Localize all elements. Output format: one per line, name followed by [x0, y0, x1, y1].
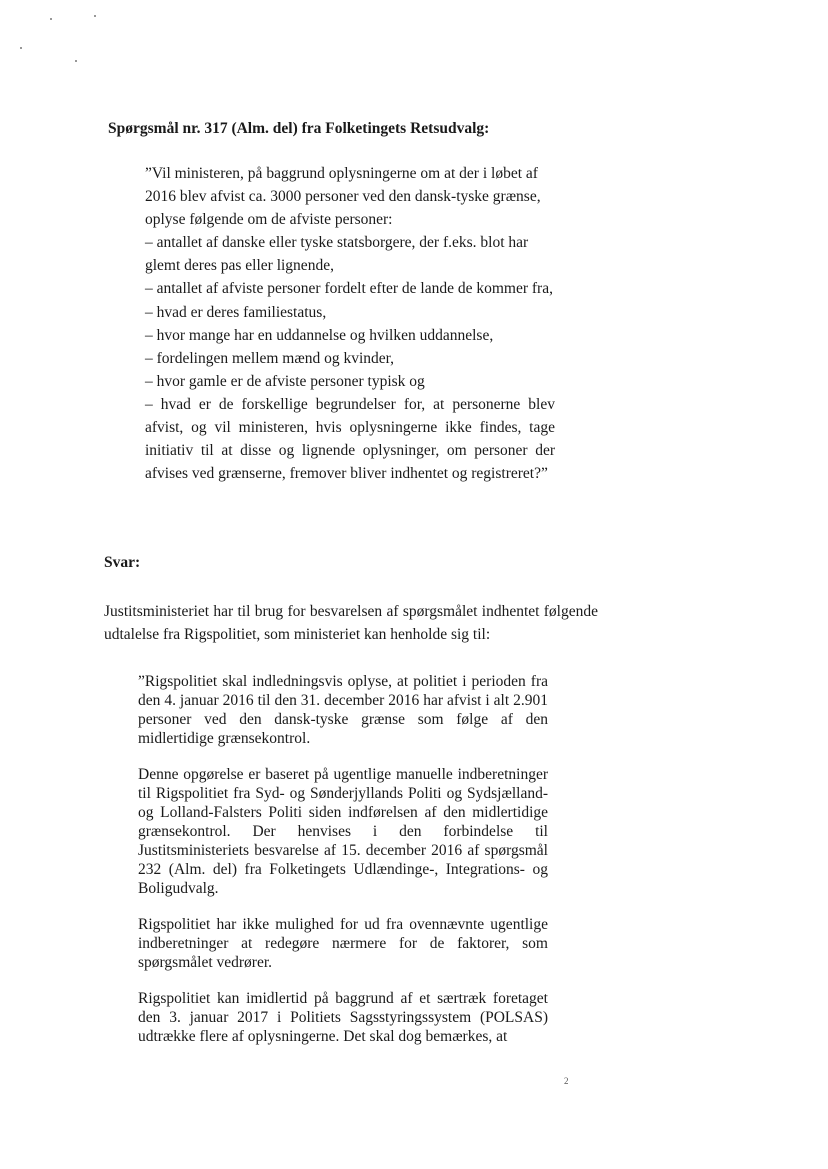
question-item: – hvor gamle er de afviste personer typisk og — [145, 372, 425, 390]
scan-speck — [20, 47, 22, 49]
question-text — [145, 162, 555, 485]
question-item: – antallet af afviste personer fordelt efter de lande de kommer fra, — [145, 280, 553, 298]
scan-speck — [75, 60, 77, 62]
question-item: – hvad er deres familiestatus, — [145, 303, 327, 321]
question-intro: ”Vil ministeren, på baggrund oplysningerne om at der i løbet af 2016 blev afvist ca. 3000 personer ved den dansk-tyske grænse, oplyse følgende om de afviste personer: — [145, 165, 541, 229]
statement-paragraph: Rigspolitiet har ikke mulighed for ud fra ovennævnte ugentlige indberetninger at redegøre nærmere for de faktorer, som spørgsmålet vedrører. — [138, 916, 548, 971]
scan-speck — [94, 15, 96, 17]
answer-intro: Justitsministeriet har til brug for besvarelsen af spørgsmålet indhentet følgende udtalelse fra Rigspolitiet, som ministeriet kan henholde sig til: — [104, 603, 598, 643]
question-item: – hvad er de forskellige begrundelser for, at personerne blev afvist, og vil ministeren, hvis oplysningerne ikke findes, tage initiativ til at disse og lignende oplysninger, om personer der afvises ved grænserne, fremover bliver indhentet og registreret?” — [145, 395, 555, 483]
question-item: – hvor mange har en uddannelse og hvilken uddannelse, — [145, 326, 494, 344]
question-heading: Spørgsmål nr. 317 (Alm. del) fra Folketingets Retsudvalg: — [108, 120, 490, 137]
page-number: 2 — [564, 1076, 569, 1086]
statement-paragraph: ”Rigspolitiet skal indledningsvis oplyse, at politiet i perioden fra den 4. januar 2016 til den 31. december 2016 har afvist i alt 2.901 personer ved den dansk-tyske grænse som følge af den midlertidige grænsekontrol. — [138, 673, 548, 747]
question-item: – antallet af danske eller tyske statsborgere, der f.eks. blot har glemt deres pas eller lignende, — [145, 234, 529, 275]
statement-paragraph: Denne opgørelse er baseret på ugentlige manuelle indberetninger til Rigspolitiet fra Syd- og Sønderjyllands Politi og Sydsjælland- og Lolland-Falsters Politi siden indførelsen af den midlertidige grænsekontrol. Der henvises i den forbindelse til Justitsministeriets besvarelse af 15. december 2016 af spørgsmål 232 (Alm. del) fra Folketingets Udlændinge-, Integrations- og Boligudvalg. — [138, 766, 548, 897]
scan-speck — [50, 18, 52, 20]
rigspolitiet-statement — [138, 672, 548, 1063]
question-item: – fordelingen mellem mænd og kvinder, — [145, 349, 395, 367]
answer-heading: Svar: — [104, 554, 141, 571]
statement-paragraph: Rigspolitiet kan imidlertid på baggrund af et særtræk foretaget den 3. januar 2017 i Politiets Sagsstyringssystem (POLSAS) udtrække flere af oplysningerne. Det skal dog bemærkes, at — [138, 990, 548, 1045]
